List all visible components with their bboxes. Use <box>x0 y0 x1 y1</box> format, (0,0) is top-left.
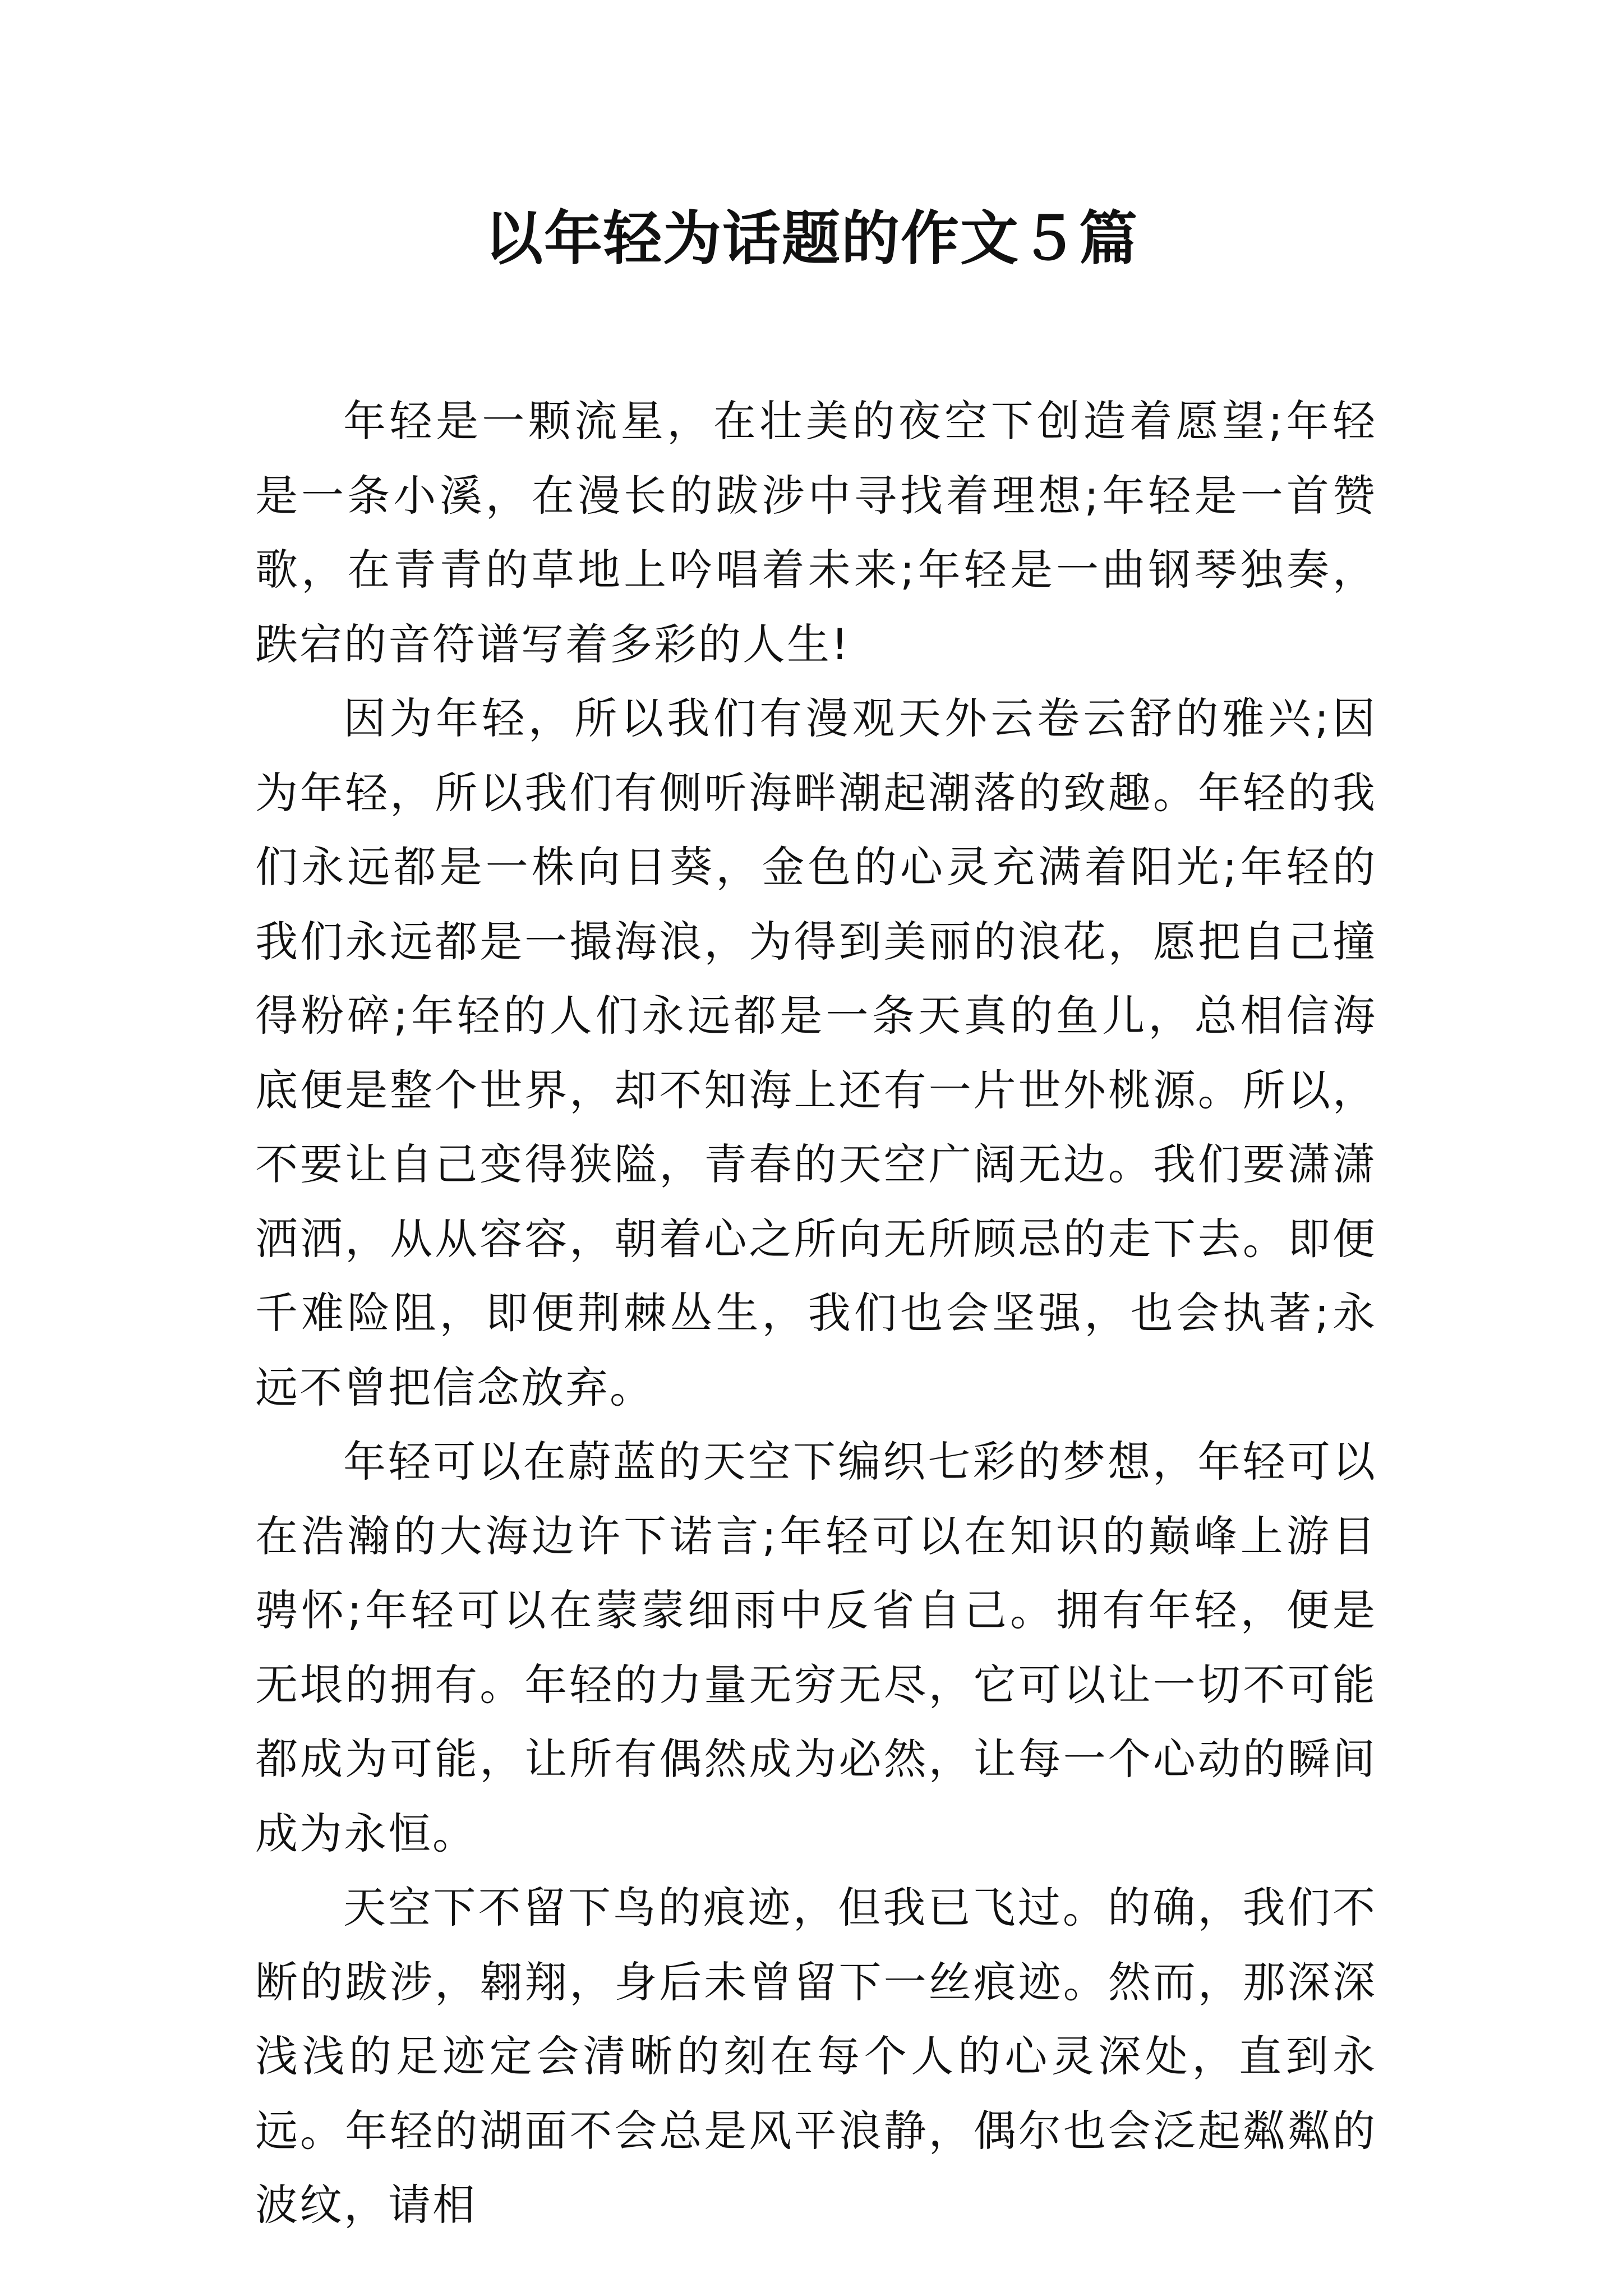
document-body <box>255 384 1377 2243</box>
document-title: 以年轻为话题的作文５篇 <box>484 204 1138 273</box>
paragraph-3: 年轻可以在蔚蓝的天空下编织七彩的梦想，年轻可以在浩瀚的大海边许下诺言;年轻可以在知识的巅峰上游目骋怀;年轻可以在蒙蒙细雨中反省自己。拥有年轻，便是无垠的拥有。年轻的力量无穷无尽，它可以让一切不可能都成为可能，让所有偶然成为必然，让每一个心动的瞬间成为永恒。 <box>255 1437 1377 1858</box>
paragraph-1: 年轻是一颗流星，在壮美的夜空下创造着愿望;年轻是一条小溪，在漫长的跋涉中寻找着理想;年轻是一首赞歌，在青青的草地上吟唱着未来;年轻是一曲钢琴独奏，跌宕的音符谱写着多彩的人生! <box>255 396 1377 669</box>
paragraph-2: 因为年轻，所以我们有漫观天外云卷云舒的雅兴;因为年轻，所以我们有侧听海畔潮起潮落的致趣。年轻的我们永远都是一株向日葵，金色的心灵充满着阳光;年轻的我们永远都是一撮海浪，为得到美丽的浪花，愿把自己撞得粉碎;年轻的人们永远都是一条天真的鱼儿，总相信海底便是整个世界，却不知海上还有一片世外桃源。所以，不要让自己变得狭隘，青春的天空广阔无边。我们要潇潇洒洒，从从容容，朝着心之所向无所顾忌的走下去。即便千难险阻，即便荆棘丛生，我们也会坚强，也会执著;永远不曾把信念放弃。 <box>255 693 1377 1412</box>
paragraph-4: 天空下不留下鸟的痕迹，但我已飞过。的确，我们不断的跋涉，翱翔，身后未曾留下一丝痕迹。然而，那深深浅浅的足迹定会清晰的刻在每个人的心灵深处，直到永远。年轻的湖面不会总是风平浪静，偶尔也会泛起粼粼的波纹，请相 <box>255 1883 1377 2230</box>
